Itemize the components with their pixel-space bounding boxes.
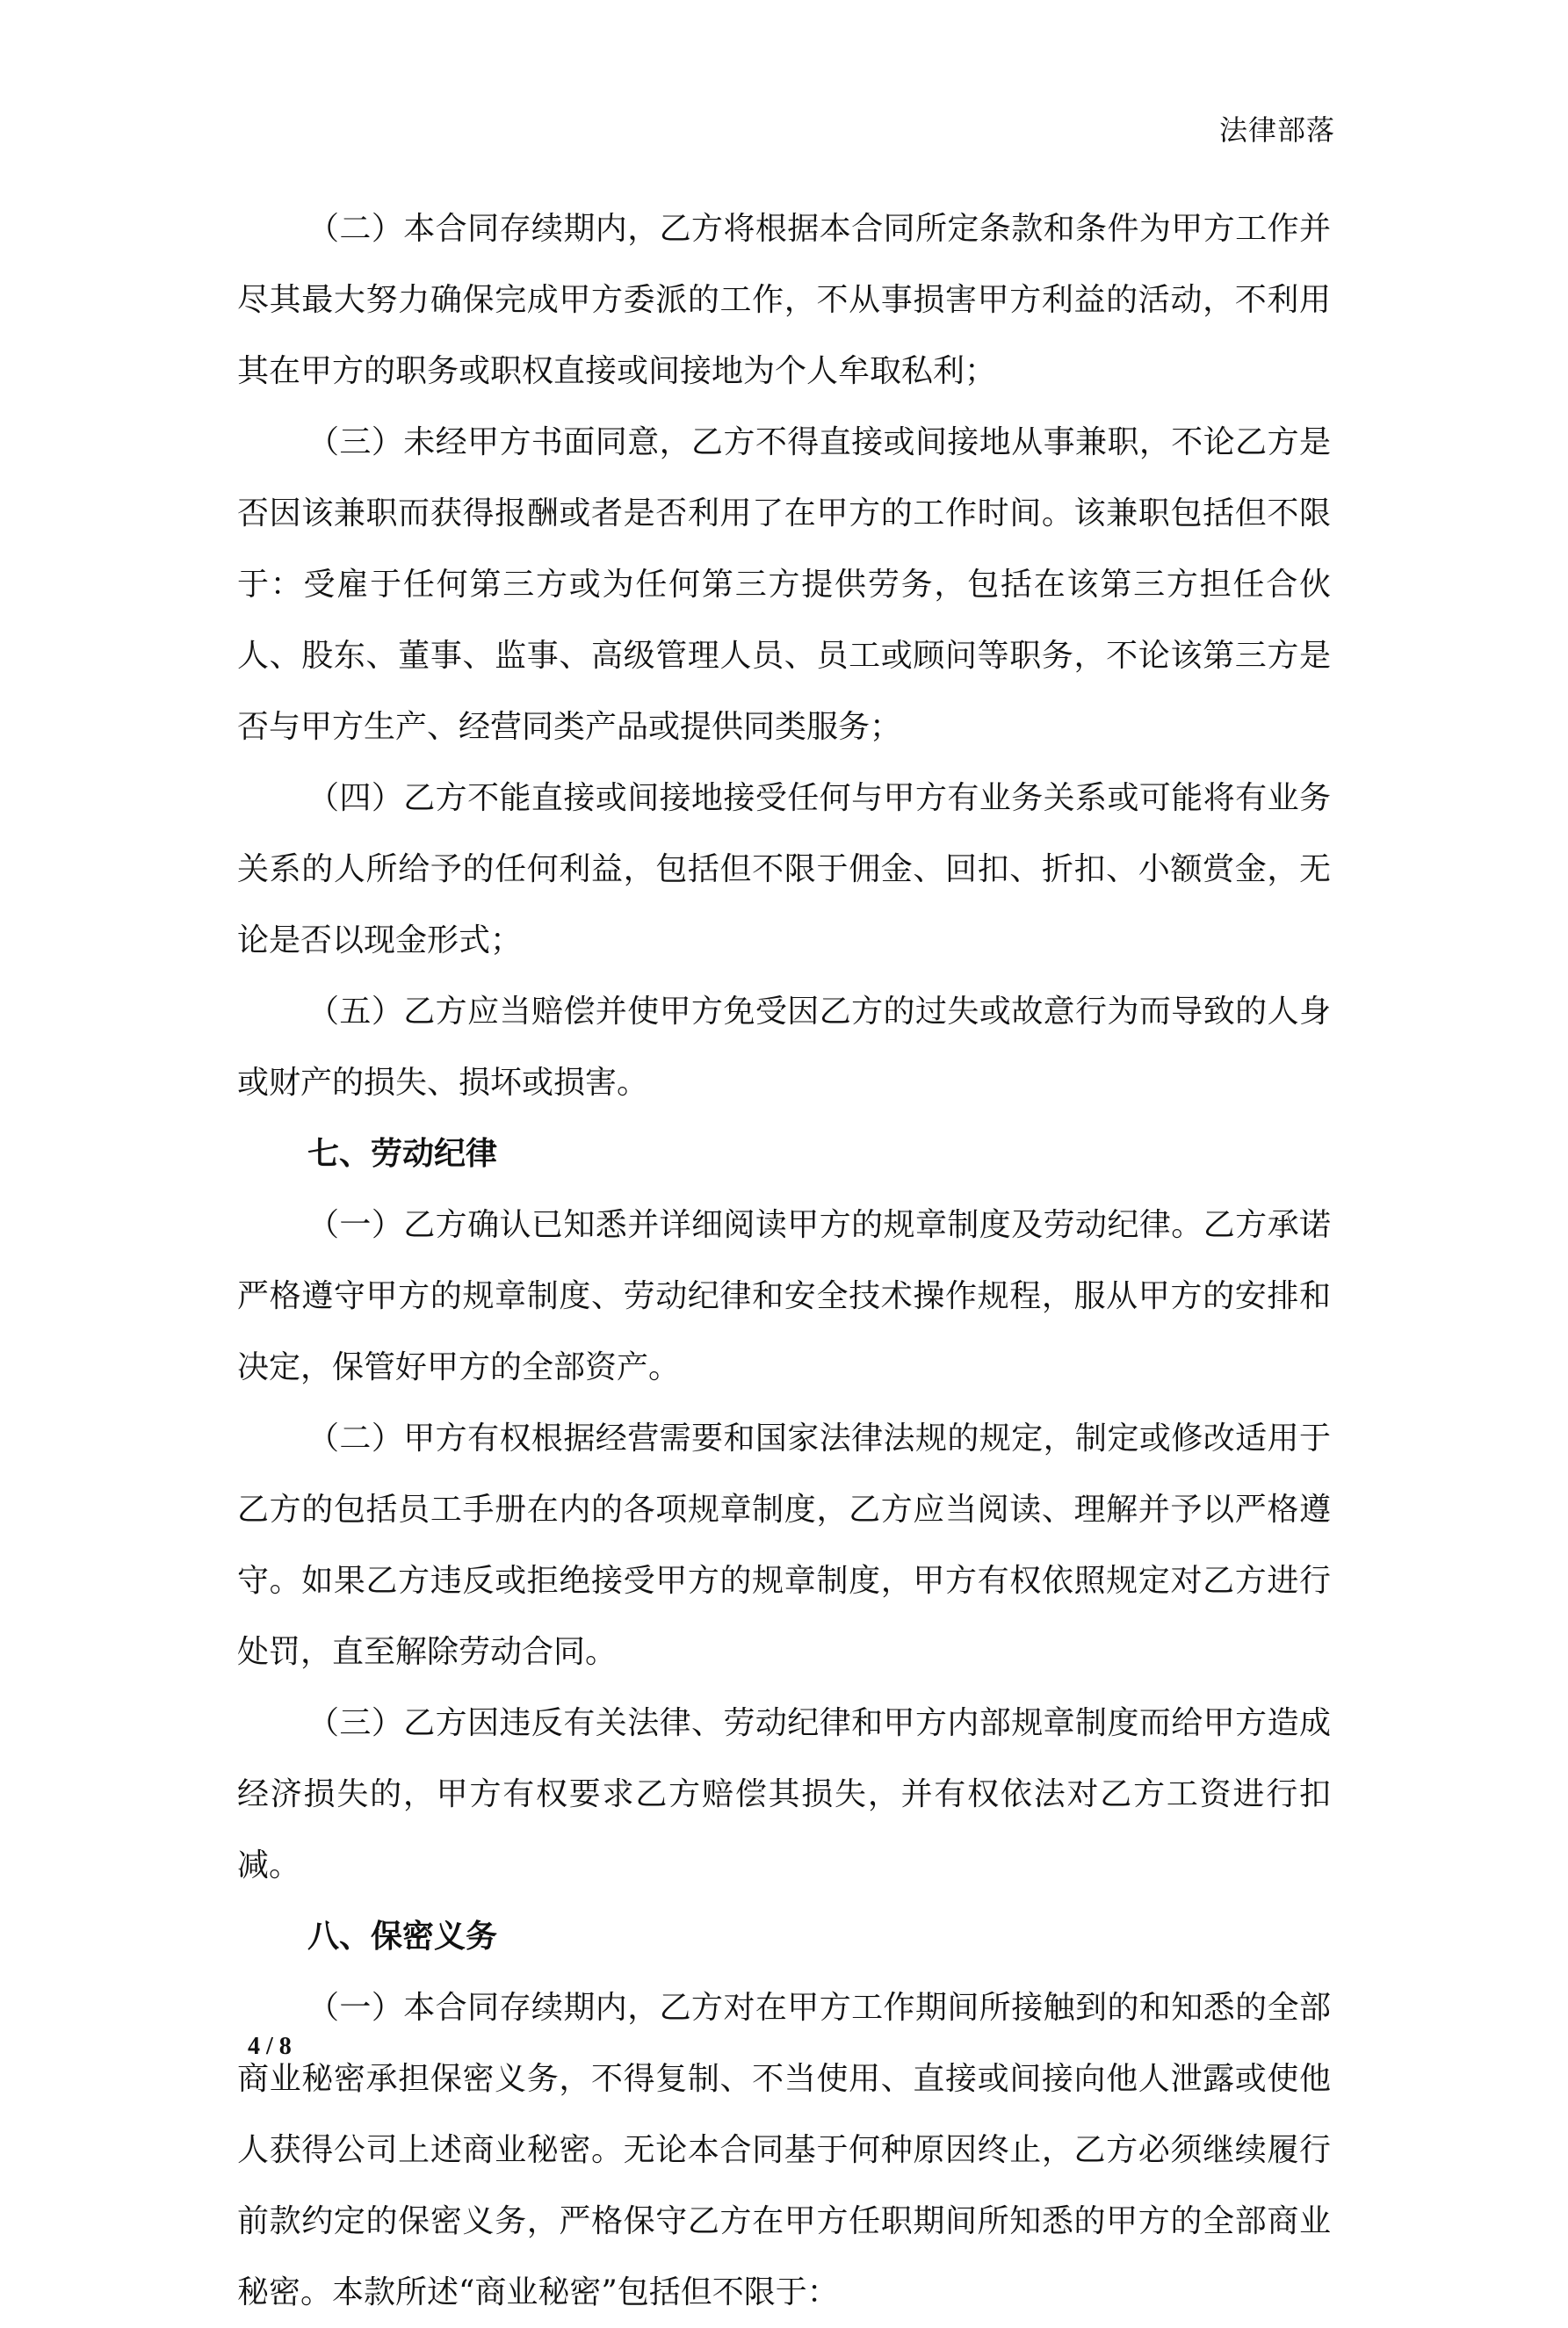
clause-8-1: （一）本合同存续期内，乙方对在甲方工作期间所接触到的和知悉的全部商业秘密承担保密义务，不得复制、不当使用、直接或间接向他人泄露或使他人获得公司上述商业秘密。无论本合同基于何种原因终止，乙方必须继续履行前款约定的保密义务，严格保守乙方在甲方任职期间所知悉的甲方的全部商业秘密。本款所述“商业秘密”包括但不限于：: [237, 1990, 1331, 2310]
page-number: 4 / 8: [248, 2033, 292, 2060]
section-heading-7: 七、劳动纪律: [307, 1135, 498, 1172]
document-body: [237, 193, 1331, 2328]
clause-6-4: （四）乙方不能直接或间接地接受任何与甲方有业务关系或可能将有业务关系的人所给予的任何利益，包括但不限于佣金、回扣、折扣、小额赏金，无论是否以现金形式；: [237, 780, 1331, 958]
clause-7-1: （一）乙方确认已知悉并详细阅读甲方的规章制度及劳动纪律。乙方承诺严格遵守甲方的规章制度、劳动纪律和安全技术操作规程，服从甲方的安排和决定，保管好甲方的全部资产。: [237, 1207, 1331, 1385]
clause-6-3: （三）未经甲方书面同意，乙方不得直接或间接地从事兼职，不论乙方是否因该兼职而获得报酬或者是否利用了在甲方的工作时间。该兼职包括但不限于：受雇于任何第三方或为任何第三方提供劳务，包括在该第三方担任合伙人、股东、董事、监事、高级管理人员、员工或顾问等职务，不论该第三方是否与甲方生产、经营同类产品或提供同类服务；: [237, 424, 1331, 745]
clause-6-5: （五）乙方应当赔偿并使甲方免受因乙方的过失或故意行为而导致的人身或财产的损失、损坏或损害。: [237, 994, 1331, 1101]
clause-6-2: （二）本合同存续期内，乙方将根据本合同所定条款和条件为甲方工作并尽其最大努力确保完成甲方委派的工作，不从事损害甲方利益的活动，不利用其在甲方的职务或职权直接或间接地为个人牟取私利；: [237, 211, 1331, 389]
section-heading-8: 八、保密义务: [307, 1918, 498, 1955]
clause-7-3: （三）乙方因违反有关法律、劳动纪律和甲方内部规章制度而给甲方造成经济损失的，甲方有权要求乙方赔偿其损失，并有权依法对乙方工资进行扣减。: [237, 1705, 1331, 1883]
page-header-brand: 法律部落: [1218, 113, 1335, 147]
clause-7-2: （二）甲方有权根据经营需要和国家法律法规的规定，制定或修改适用于乙方的包括员工手册在内的各项规章制度，乙方应当阅读、理解并予以严格遵守。如果乙方违反或拒绝接受甲方的规章制度，甲方有权依照规定对乙方进行处罚，直至解除劳动合同。: [237, 1421, 1331, 1670]
